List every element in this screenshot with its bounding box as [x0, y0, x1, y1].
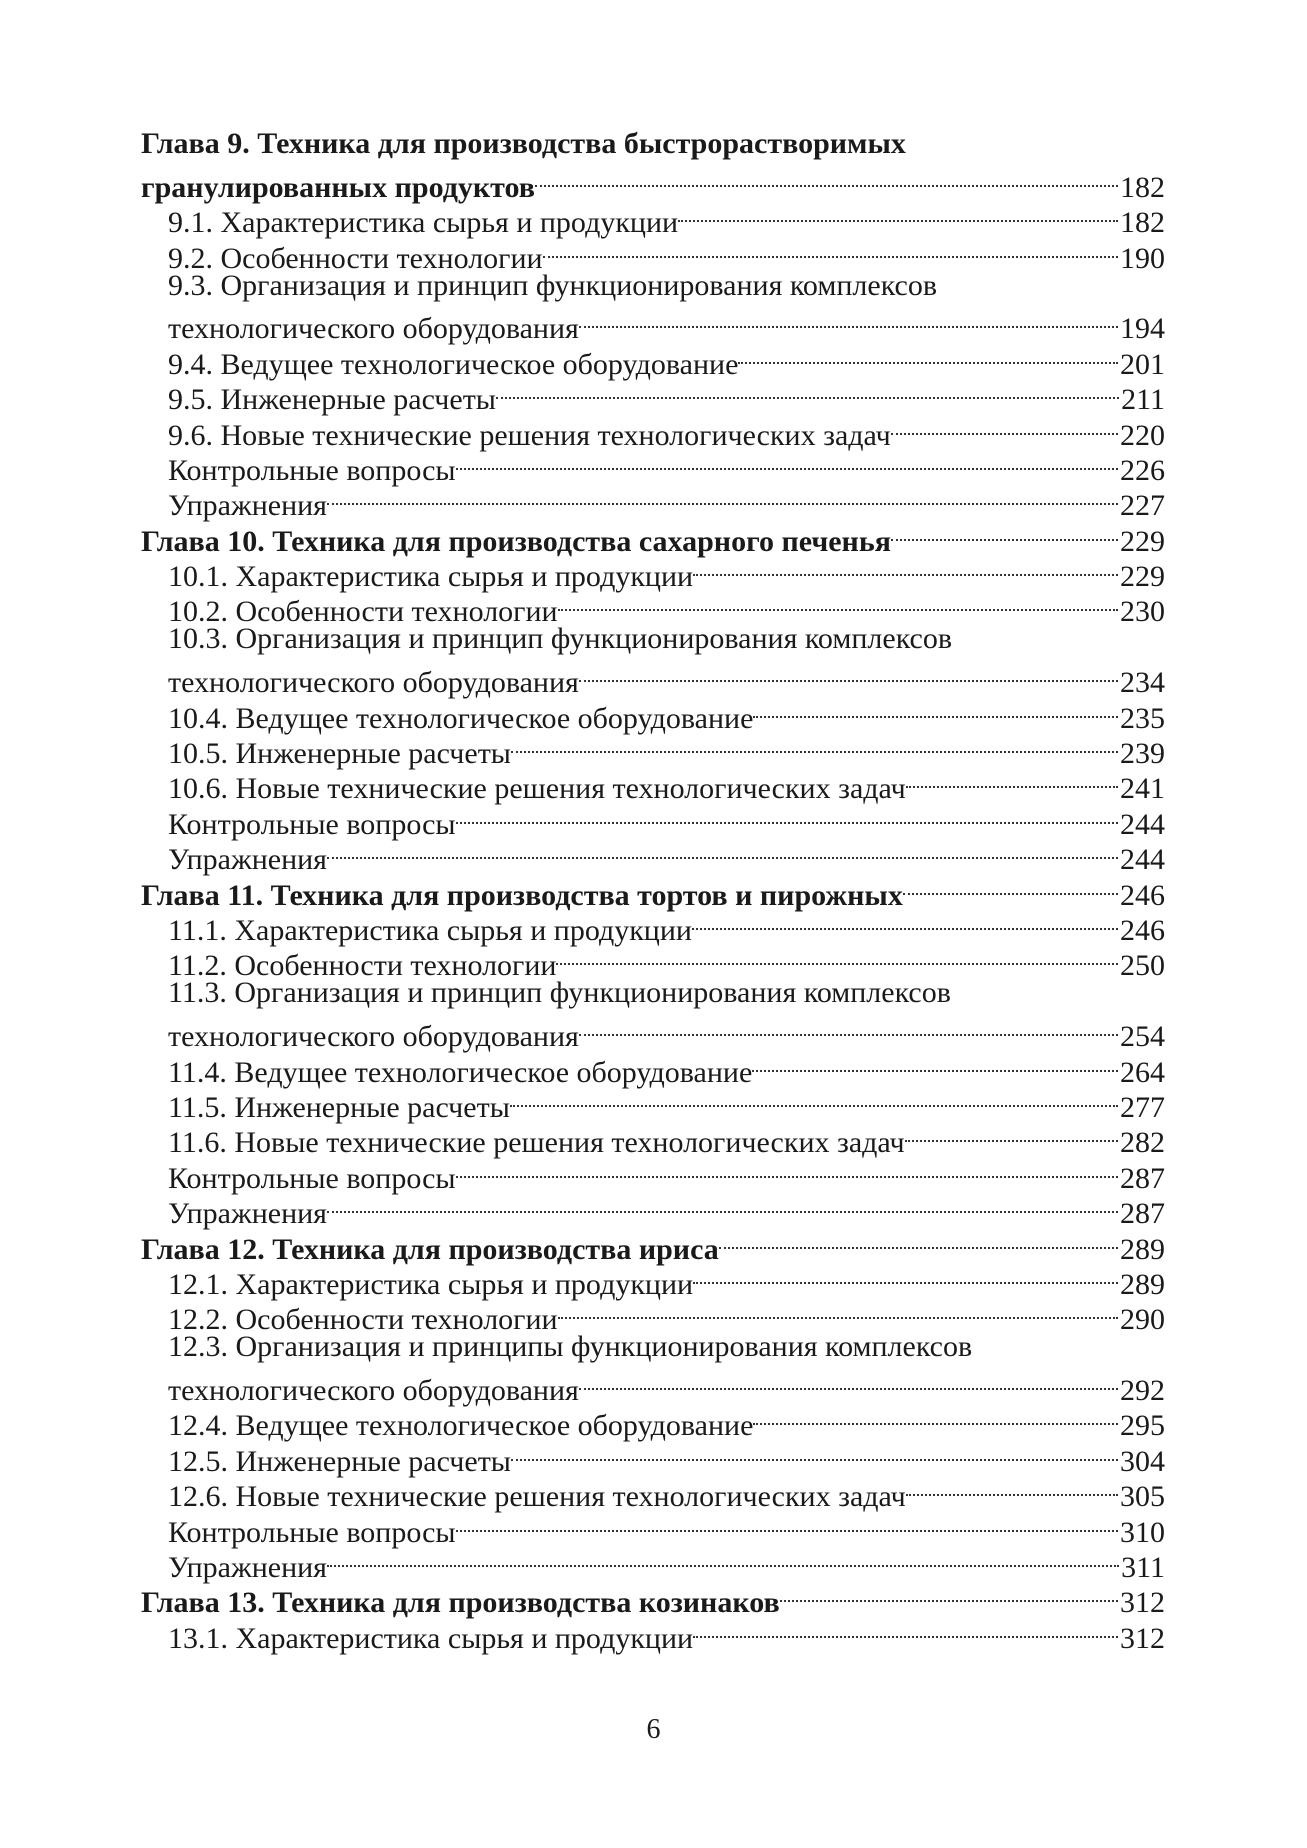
toc-chapter-line — [141, 161, 1165, 204]
dot-leader — [511, 1435, 1120, 1470]
toc-entry-title: 12.3. Организация и принципы функционирования комплексов — [168, 1330, 973, 1364]
toc-entry-title: 9.1. Характеристика сырья и продукции — [168, 206, 679, 240]
table-of-contents — [141, 126, 1165, 1655]
dot-leader — [753, 1400, 1120, 1435]
toc-entry-title: Упражнения — [168, 1197, 327, 1231]
toc-entry-page: 234 — [1120, 666, 1165, 700]
toc-entry-page: 304 — [1120, 1444, 1165, 1478]
toc-entry-title: 11.6. Новые технические решения технологических задач — [168, 1126, 905, 1160]
toc-section-line — [141, 621, 1165, 656]
toc-entry-title: Контрольные вопросы — [168, 1161, 456, 1195]
toc-entry-page: 289 — [1120, 1232, 1165, 1266]
toc-entry-page: 292 — [1120, 1374, 1165, 1408]
toc-section-line — [141, 975, 1165, 1010]
dot-leader — [579, 1365, 1120, 1400]
toc-entry-title: технологического оборудования — [168, 1374, 579, 1408]
toc-entry-title: 10.6. Новые технические решения технологических задач — [168, 772, 906, 806]
toc-entry-title: 12.4. Ведущее технологическое оборудование — [168, 1409, 754, 1443]
dot-leader — [579, 657, 1120, 692]
toc-entry-page: 312 — [1120, 1621, 1165, 1655]
dot-leader — [905, 1117, 1120, 1152]
toc-section-line — [141, 1011, 1165, 1054]
toc-section-line — [141, 268, 1165, 303]
toc-entry-title: 10.3. Организация и принцип функционирования комплексов — [168, 622, 952, 656]
toc-entry-page: 287 — [1120, 1197, 1165, 1231]
toc-entry-title: 11.3. Организация и принцип функционирования комплексов — [168, 976, 951, 1010]
toc-section-line — [141, 1365, 1165, 1408]
toc-entry-title: Упражнения — [168, 489, 327, 523]
dot-leader — [678, 197, 1120, 232]
toc-entry-page: 211 — [1121, 383, 1165, 417]
toc-entry-title: 10.1. Характеристика сырья и продукции — [168, 560, 694, 594]
dot-leader — [906, 1471, 1120, 1506]
toc-entry-page: 227 — [1120, 489, 1165, 523]
toc-entry-page: 229 — [1120, 560, 1165, 594]
toc-entry-page: 310 — [1120, 1515, 1165, 1549]
toc-entry-page: 201 — [1120, 347, 1165, 381]
toc-entry-page: 282 — [1120, 1126, 1165, 1160]
dot-leader — [327, 1542, 1121, 1577]
toc-entry-page: 230 — [1120, 595, 1165, 629]
toc-entry-page: 277 — [1120, 1090, 1165, 1124]
dot-leader — [693, 551, 1120, 586]
dot-leader — [556, 940, 1120, 975]
toc-entry-title: технологического оборудования — [168, 1020, 579, 1054]
toc-entry-title: Упражнения — [168, 1551, 327, 1585]
toc-entry-title: Упражнения — [168, 843, 327, 877]
toc-entry-page: 287 — [1120, 1161, 1165, 1195]
toc-entry-page: 295 — [1120, 1409, 1165, 1443]
toc-section-line — [141, 1329, 1165, 1364]
toc-entry-page: 250 — [1120, 949, 1165, 983]
toc-section-line — [141, 303, 1165, 346]
toc-entry-title: 11.5. Инженерные расчеты — [168, 1090, 510, 1124]
toc-entry-title: 9.4. Ведущее технологическое оборудование — [168, 347, 739, 381]
toc-entry-title: 9.2. Особенности технологии — [168, 241, 543, 275]
toc-entry-page: 190 — [1120, 241, 1165, 275]
dot-leader — [753, 692, 1120, 727]
dot-leader — [891, 409, 1120, 444]
toc-entry-page: 244 — [1120, 807, 1165, 841]
toc-entry-title: 12.2. Особенности технологии — [168, 1303, 558, 1337]
dot-leader — [327, 1188, 1120, 1223]
dot-leader — [891, 515, 1120, 550]
dot-leader — [719, 1223, 1120, 1258]
toc-entry-page: 246 — [1120, 913, 1165, 947]
toc-entry-title: 12.5. Инженерные расчеты — [168, 1444, 511, 1478]
toc-entry-title: Глава 10. Техника для производства сахарного печенья — [141, 524, 891, 558]
toc-entry-title: 9.5. Инженерные расчеты — [168, 383, 496, 417]
dot-leader — [693, 1612, 1120, 1647]
toc-entry-page: 305 — [1120, 1480, 1165, 1514]
dot-leader — [327, 834, 1120, 869]
toc-entry-page: 239 — [1120, 737, 1165, 771]
dot-leader — [738, 338, 1120, 373]
dot-leader — [780, 1577, 1120, 1612]
toc-entry-title: 13.1. Характеристика сырья и продукции — [168, 1621, 694, 1655]
toc-entry-title: Контрольные вопросы — [168, 1515, 456, 1549]
toc-entry-title: 11.4. Ведущее технологическое оборудование — [168, 1055, 753, 1089]
toc-entry-title: 9.6. Новые технические решения технологических задач — [168, 418, 891, 452]
toc-entry-title: 11.1. Характеристика сырья и продукции — [168, 913, 692, 947]
toc-entry-page: 290 — [1120, 1303, 1165, 1337]
dot-leader — [752, 1046, 1120, 1081]
toc-entry-title: 12.6. Новые технические решения технологических задач — [168, 1480, 906, 1514]
dot-leader — [510, 1082, 1120, 1117]
toc-entry-title: Глава 13. Техника для производства козинаков — [141, 1586, 780, 1620]
page-number: 6 — [646, 1714, 661, 1745]
toc-entry-title: 10.5. Инженерные расчеты — [168, 737, 511, 771]
toc-entry-title: технологического оборудования — [168, 312, 579, 346]
toc-entry-page: 246 — [1120, 878, 1165, 912]
toc-entry-page: 241 — [1120, 772, 1165, 806]
dot-leader — [579, 303, 1120, 338]
dot-leader — [496, 374, 1121, 409]
toc-entry-page: 194 — [1120, 312, 1165, 346]
dot-leader — [456, 1506, 1120, 1541]
toc-entry-page: 254 — [1120, 1020, 1165, 1054]
toc-entry-title: гранулированных продуктов — [141, 170, 535, 204]
toc-entry-title: Контрольные вопросы — [168, 807, 456, 841]
toc-entry-page: 229 — [1120, 524, 1165, 558]
toc-entry-title: 10.4. Ведущее технологическое оборудование — [168, 701, 754, 735]
toc-entry-title: Глава 12. Техника для производства ириса — [141, 1232, 719, 1266]
dot-leader — [456, 1152, 1120, 1187]
toc-entry-title: технологического оборудования — [168, 666, 579, 700]
toc-entry-title: Глава 11. Техника для производства тортов и пирожных — [141, 878, 903, 912]
dot-leader — [692, 905, 1120, 940]
toc-entry-title: 9.3. Организация и принцип функционирования комплексов — [168, 268, 937, 302]
toc-entry-page: 182 — [1120, 170, 1165, 204]
toc-entry-title: 11.2. Особенности технологии — [168, 949, 557, 983]
dot-leader — [511, 728, 1120, 763]
toc-entry-page: 289 — [1120, 1267, 1165, 1301]
dot-leader — [456, 798, 1120, 833]
toc-section-line — [141, 657, 1165, 700]
dot-leader — [558, 586, 1120, 621]
toc-entry-title: Глава 9. Техника для производства быстрорастворимых — [141, 127, 906, 160]
toc-entry-page: 264 — [1120, 1055, 1165, 1089]
toc-entry-title: Контрольные вопросы — [168, 453, 456, 487]
dot-leader — [327, 480, 1120, 515]
toc-entry-page: 311 — [1121, 1551, 1165, 1585]
toc-entry-title: 10.2. Особенности технологии — [168, 595, 558, 629]
toc-entry-page: 244 — [1120, 843, 1165, 877]
dot-leader — [693, 1259, 1120, 1294]
dot-leader — [579, 1011, 1120, 1046]
dot-leader — [456, 445, 1120, 480]
toc-entry-page: 312 — [1120, 1586, 1165, 1620]
dot-leader — [535, 161, 1120, 196]
toc-entry-page: 235 — [1120, 701, 1165, 735]
toc-entry-page: 226 — [1120, 453, 1165, 487]
toc-entry-page: 182 — [1120, 206, 1165, 240]
dot-leader — [906, 763, 1120, 798]
toc-entry-page: 220 — [1120, 418, 1165, 452]
dot-leader — [543, 232, 1120, 267]
dot-leader — [903, 869, 1120, 904]
toc-entry-title: 12.1. Характеристика сырья и продукции — [168, 1267, 694, 1301]
dot-leader — [558, 1294, 1120, 1329]
toc-chapter-line — [141, 126, 1165, 161]
